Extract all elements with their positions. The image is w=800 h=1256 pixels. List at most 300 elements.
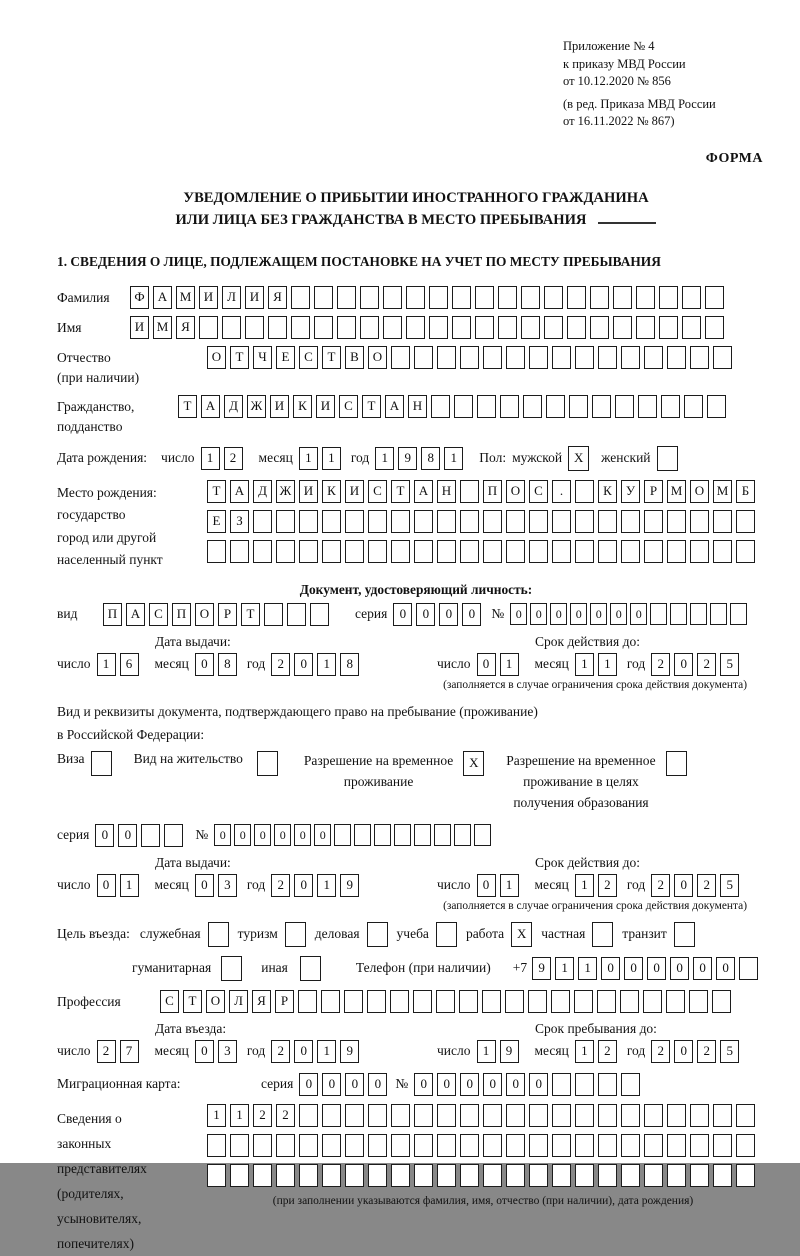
char-cell[interactable] (483, 510, 502, 533)
char-cell[interactable]: О (368, 346, 387, 369)
char-cell[interactable]: 0 (294, 653, 313, 676)
char-cell[interactable] (621, 540, 640, 563)
char-cell[interactable] (222, 316, 241, 339)
char-cell[interactable]: 2 (598, 1040, 617, 1063)
char-cell[interactable]: Т (362, 395, 381, 418)
char-cell[interactable] (345, 540, 364, 563)
char-cell[interactable] (650, 603, 667, 625)
char-cell[interactable]: 9 (340, 874, 359, 897)
char-cell[interactable]: 2 (598, 874, 617, 897)
char-cell[interactable] (391, 1134, 410, 1157)
temp-residence-checkbox[interactable]: X (463, 751, 484, 776)
char-cell[interactable]: 1 (444, 447, 463, 470)
char-cell[interactable] (276, 1134, 295, 1157)
char-cell[interactable] (529, 346, 548, 369)
char-cell[interactable]: 9 (340, 1040, 359, 1063)
char-cell[interactable] (391, 540, 410, 563)
char-cell[interactable]: У (621, 480, 640, 503)
char-cell[interactable]: 0 (294, 824, 311, 846)
char-cell[interactable]: 0 (590, 603, 607, 625)
char-cell[interactable] (337, 286, 356, 309)
char-cell[interactable] (345, 1104, 364, 1127)
char-cell[interactable]: Б (736, 480, 755, 503)
char-cell[interactable] (644, 346, 663, 369)
char-cell[interactable]: К (322, 480, 341, 503)
char-cell[interactable]: 0 (414, 1073, 433, 1096)
char-cell[interactable]: 2 (276, 1104, 295, 1127)
char-cell[interactable] (368, 1164, 387, 1187)
char-cell[interactable]: А (201, 395, 220, 418)
business-trip-checkbox[interactable] (208, 922, 229, 947)
business-checkbox[interactable] (367, 922, 388, 947)
char-cell[interactable]: 0 (716, 957, 735, 980)
char-cell[interactable]: 0 (437, 1073, 456, 1096)
char-cell[interactable] (505, 990, 524, 1013)
char-cell[interactable] (276, 1164, 295, 1187)
char-cell[interactable]: Я (268, 286, 287, 309)
char-cell[interactable]: 0 (234, 824, 251, 846)
char-cell[interactable]: 1 (299, 447, 318, 470)
char-cell[interactable] (460, 510, 479, 533)
char-cell[interactable]: 2 (224, 447, 243, 470)
char-cell[interactable]: 0 (97, 874, 116, 897)
male-checkbox[interactable]: X (568, 446, 589, 471)
char-cell[interactable]: А (153, 286, 172, 309)
char-cell[interactable]: А (414, 480, 433, 503)
char-cell[interactable]: Р (275, 990, 294, 1013)
char-cell[interactable]: 1 (317, 653, 336, 676)
char-cell[interactable]: 1 (322, 447, 341, 470)
char-cell[interactable]: 1 (375, 447, 394, 470)
char-cell[interactable] (575, 510, 594, 533)
char-cell[interactable] (414, 1134, 433, 1157)
char-cell[interactable]: 0 (416, 603, 435, 626)
char-cell[interactable]: 0 (462, 603, 481, 626)
char-cell[interactable] (523, 395, 542, 418)
char-cell[interactable]: 0 (693, 957, 712, 980)
char-cell[interactable] (368, 510, 387, 533)
char-cell[interactable]: 0 (195, 1040, 214, 1063)
char-cell[interactable] (529, 540, 548, 563)
char-cell[interactable] (322, 1104, 341, 1127)
char-cell[interactable] (529, 510, 548, 533)
char-cell[interactable] (552, 540, 571, 563)
char-cell[interactable]: 0 (195, 653, 214, 676)
char-cell[interactable] (431, 395, 450, 418)
char-cell[interactable] (621, 510, 640, 533)
char-cell[interactable] (334, 824, 351, 846)
char-cell[interactable] (436, 990, 455, 1013)
char-cell[interactable]: 2 (97, 1040, 116, 1063)
char-cell[interactable]: Т (391, 480, 410, 503)
char-cell[interactable]: 0 (670, 957, 689, 980)
char-cell[interactable] (434, 824, 451, 846)
char-cell[interactable]: М (176, 286, 195, 309)
char-cell[interactable]: 1 (500, 874, 519, 897)
char-cell[interactable]: В (345, 346, 364, 369)
char-cell[interactable]: 3 (218, 1040, 237, 1063)
char-cell[interactable]: 0 (299, 1073, 318, 1096)
study-checkbox[interactable] (436, 922, 457, 947)
char-cell[interactable] (621, 1164, 640, 1187)
char-cell[interactable] (344, 990, 363, 1013)
char-cell[interactable]: 1 (317, 874, 336, 897)
char-cell[interactable]: 0 (674, 653, 693, 676)
char-cell[interactable] (207, 1164, 226, 1187)
char-cell[interactable]: 2 (651, 653, 670, 676)
char-cell[interactable] (414, 510, 433, 533)
char-cell[interactable] (529, 1134, 548, 1157)
char-cell[interactable]: С (368, 480, 387, 503)
char-cell[interactable] (644, 510, 663, 533)
char-cell[interactable]: 0 (529, 1073, 548, 1096)
char-cell[interactable] (291, 286, 310, 309)
char-cell[interactable]: 0 (368, 1073, 387, 1096)
char-cell[interactable] (552, 510, 571, 533)
char-cell[interactable] (690, 540, 709, 563)
char-cell[interactable] (667, 1134, 686, 1157)
char-cell[interactable] (406, 316, 425, 339)
char-cell[interactable]: Р (644, 480, 663, 503)
char-cell[interactable] (276, 510, 295, 533)
char-cell[interactable] (636, 316, 655, 339)
char-cell[interactable]: 2 (271, 1040, 290, 1063)
char-cell[interactable]: 7 (120, 1040, 139, 1063)
char-cell[interactable]: С (339, 395, 358, 418)
char-cell[interactable]: Я (176, 316, 195, 339)
char-cell[interactable] (690, 1104, 709, 1127)
char-cell[interactable]: 0 (460, 1073, 479, 1096)
char-cell[interactable]: О (506, 480, 525, 503)
char-cell[interactable] (383, 286, 402, 309)
char-cell[interactable] (483, 1164, 502, 1187)
char-cell[interactable] (638, 395, 657, 418)
char-cell[interactable] (368, 1104, 387, 1127)
char-cell[interactable] (710, 603, 727, 625)
char-cell[interactable] (705, 286, 724, 309)
char-cell[interactable] (712, 990, 731, 1013)
char-cell[interactable]: 0 (570, 603, 587, 625)
char-cell[interactable]: О (206, 990, 225, 1013)
char-cell[interactable] (713, 540, 732, 563)
char-cell[interactable]: П (172, 603, 191, 626)
char-cell[interactable] (544, 316, 563, 339)
char-cell[interactable]: 1 (317, 1040, 336, 1063)
char-cell[interactable]: 2 (697, 1040, 716, 1063)
char-cell[interactable] (546, 395, 565, 418)
char-cell[interactable]: Ж (276, 480, 295, 503)
transit-checkbox[interactable] (674, 922, 695, 947)
char-cell[interactable] (575, 1134, 594, 1157)
char-cell[interactable] (690, 1164, 709, 1187)
char-cell[interactable] (460, 540, 479, 563)
tourism-checkbox[interactable] (285, 922, 306, 947)
char-cell[interactable] (736, 540, 755, 563)
char-cell[interactable]: 2 (271, 653, 290, 676)
char-cell[interactable] (253, 540, 272, 563)
char-cell[interactable]: И (245, 286, 264, 309)
char-cell[interactable]: С (160, 990, 179, 1013)
char-cell[interactable] (690, 510, 709, 533)
char-cell[interactable] (690, 346, 709, 369)
char-cell[interactable]: Е (207, 510, 226, 533)
char-cell[interactable]: 0 (214, 824, 231, 846)
char-cell[interactable]: С (529, 480, 548, 503)
char-cell[interactable]: 0 (477, 874, 496, 897)
work-checkbox[interactable]: X (511, 922, 532, 947)
char-cell[interactable]: К (598, 480, 617, 503)
char-cell[interactable] (529, 1104, 548, 1127)
private-checkbox[interactable] (592, 922, 613, 947)
char-cell[interactable] (477, 395, 496, 418)
char-cell[interactable] (437, 540, 456, 563)
char-cell[interactable]: 1 (230, 1104, 249, 1127)
char-cell[interactable] (682, 316, 701, 339)
char-cell[interactable] (736, 1134, 755, 1157)
char-cell[interactable] (644, 1134, 663, 1157)
char-cell[interactable] (483, 540, 502, 563)
char-cell[interactable] (452, 286, 471, 309)
char-cell[interactable] (314, 286, 333, 309)
char-cell[interactable] (391, 1104, 410, 1127)
char-cell[interactable] (276, 540, 295, 563)
char-cell[interactable] (391, 1164, 410, 1187)
char-cell[interactable] (506, 540, 525, 563)
char-cell[interactable]: И (299, 480, 318, 503)
char-cell[interactable] (592, 395, 611, 418)
char-cell[interactable] (460, 346, 479, 369)
char-cell[interactable]: З (230, 510, 249, 533)
char-cell[interactable]: 1 (201, 447, 220, 470)
char-cell[interactable] (736, 510, 755, 533)
char-cell[interactable] (567, 316, 586, 339)
char-cell[interactable]: О (207, 346, 226, 369)
char-cell[interactable] (500, 395, 519, 418)
char-cell[interactable]: И (130, 316, 149, 339)
char-cell[interactable] (552, 1134, 571, 1157)
char-cell[interactable] (713, 346, 732, 369)
char-cell[interactable] (459, 990, 478, 1013)
char-cell[interactable]: К (293, 395, 312, 418)
char-cell[interactable] (429, 286, 448, 309)
char-cell[interactable]: М (713, 480, 732, 503)
char-cell[interactable] (659, 286, 678, 309)
char-cell[interactable] (667, 510, 686, 533)
char-cell[interactable]: Н (437, 480, 456, 503)
char-cell[interactable] (552, 1104, 571, 1127)
char-cell[interactable]: 0 (630, 603, 647, 625)
char-cell[interactable] (590, 316, 609, 339)
char-cell[interactable] (460, 1104, 479, 1127)
char-cell[interactable]: И (316, 395, 335, 418)
char-cell[interactable]: 0 (647, 957, 666, 980)
char-cell[interactable] (483, 1104, 502, 1127)
char-cell[interactable] (575, 1073, 594, 1096)
char-cell[interactable] (613, 286, 632, 309)
char-cell[interactable] (621, 1134, 640, 1157)
char-cell[interactable]: 0 (195, 874, 214, 897)
char-cell[interactable] (667, 540, 686, 563)
char-cell[interactable] (598, 1073, 617, 1096)
char-cell[interactable]: 8 (218, 653, 237, 676)
char-cell[interactable] (644, 540, 663, 563)
char-cell[interactable]: 0 (274, 824, 291, 846)
char-cell[interactable]: 1 (578, 957, 597, 980)
char-cell[interactable]: 9 (500, 1040, 519, 1063)
char-cell[interactable] (598, 510, 617, 533)
visa-checkbox[interactable] (91, 751, 112, 776)
char-cell[interactable] (298, 990, 317, 1013)
char-cell[interactable] (414, 346, 433, 369)
char-cell[interactable]: 5 (720, 653, 739, 676)
char-cell[interactable] (414, 1104, 433, 1127)
char-cell[interactable]: Ф (130, 286, 149, 309)
char-cell[interactable] (707, 395, 726, 418)
temp-residence-edu-checkbox[interactable] (666, 751, 687, 776)
char-cell[interactable] (598, 1164, 617, 1187)
char-cell[interactable] (406, 286, 425, 309)
char-cell[interactable]: 2 (271, 874, 290, 897)
char-cell[interactable] (598, 1134, 617, 1157)
char-cell[interactable] (322, 1134, 341, 1157)
char-cell[interactable] (414, 1164, 433, 1187)
char-cell[interactable] (322, 510, 341, 533)
char-cell[interactable]: 5 (720, 1040, 739, 1063)
char-cell[interactable] (253, 510, 272, 533)
char-cell[interactable] (207, 1134, 226, 1157)
char-cell[interactable]: Я (252, 990, 271, 1013)
char-cell[interactable] (367, 990, 386, 1013)
char-cell[interactable] (713, 1104, 732, 1127)
char-cell[interactable] (253, 1134, 272, 1157)
char-cell[interactable] (230, 540, 249, 563)
char-cell[interactable] (207, 540, 226, 563)
char-cell[interactable]: 0 (624, 957, 643, 980)
char-cell[interactable]: 1 (477, 1040, 496, 1063)
char-cell[interactable] (299, 1134, 318, 1157)
char-cell[interactable] (506, 346, 525, 369)
char-cell[interactable] (574, 990, 593, 1013)
char-cell[interactable] (575, 346, 594, 369)
char-cell[interactable]: 2 (651, 874, 670, 897)
char-cell[interactable] (299, 1104, 318, 1127)
char-cell[interactable]: П (483, 480, 502, 503)
char-cell[interactable] (322, 1164, 341, 1187)
char-cell[interactable] (598, 1104, 617, 1127)
char-cell[interactable] (713, 1134, 732, 1157)
char-cell[interactable]: 0 (294, 874, 313, 897)
char-cell[interactable] (437, 1164, 456, 1187)
char-cell[interactable] (321, 990, 340, 1013)
char-cell[interactable]: 1 (575, 1040, 594, 1063)
char-cell[interactable] (452, 316, 471, 339)
char-cell[interactable]: 0 (506, 1073, 525, 1096)
char-cell[interactable] (413, 990, 432, 1013)
char-cell[interactable] (521, 316, 540, 339)
char-cell[interactable] (552, 1073, 571, 1096)
char-cell[interactable]: 2 (651, 1040, 670, 1063)
char-cell[interactable] (713, 510, 732, 533)
char-cell[interactable] (482, 990, 501, 1013)
char-cell[interactable] (437, 510, 456, 533)
char-cell[interactable] (287, 603, 306, 626)
char-cell[interactable] (552, 346, 571, 369)
char-cell[interactable] (644, 1164, 663, 1187)
char-cell[interactable]: 8 (340, 653, 359, 676)
char-cell[interactable]: 0 (439, 603, 458, 626)
char-cell[interactable]: Д (253, 480, 272, 503)
char-cell[interactable] (506, 1104, 525, 1127)
char-cell[interactable] (199, 316, 218, 339)
char-cell[interactable]: Т (207, 480, 226, 503)
char-cell[interactable] (659, 316, 678, 339)
char-cell[interactable] (345, 1164, 364, 1187)
char-cell[interactable]: Т (230, 346, 249, 369)
char-cell[interactable] (506, 1134, 525, 1157)
humanitarian-checkbox[interactable] (221, 956, 242, 981)
char-cell[interactable]: 6 (120, 653, 139, 676)
char-cell[interactable]: 2 (697, 653, 716, 676)
char-cell[interactable]: 2 (253, 1104, 272, 1127)
char-cell[interactable]: 0 (345, 1073, 364, 1096)
char-cell[interactable] (390, 990, 409, 1013)
char-cell[interactable]: Т (241, 603, 260, 626)
char-cell[interactable] (264, 603, 283, 626)
char-cell[interactable] (667, 346, 686, 369)
char-cell[interactable]: 1 (97, 653, 116, 676)
char-cell[interactable] (682, 286, 701, 309)
char-cell[interactable] (454, 395, 473, 418)
char-cell[interactable] (575, 540, 594, 563)
char-cell[interactable]: О (195, 603, 214, 626)
char-cell[interactable] (621, 1073, 640, 1096)
char-cell[interactable] (314, 316, 333, 339)
char-cell[interactable] (713, 1164, 732, 1187)
char-cell[interactable] (253, 1164, 272, 1187)
char-cell[interactable]: А (230, 480, 249, 503)
char-cell[interactable] (644, 1104, 663, 1127)
char-cell[interactable] (141, 824, 160, 847)
char-cell[interactable]: 9 (398, 447, 417, 470)
char-cell[interactable]: П (103, 603, 122, 626)
char-cell[interactable] (475, 316, 494, 339)
char-cell[interactable]: 9 (532, 957, 551, 980)
char-cell[interactable]: А (385, 395, 404, 418)
char-cell[interactable] (299, 1164, 318, 1187)
char-cell[interactable] (730, 603, 747, 625)
char-cell[interactable] (164, 824, 183, 847)
char-cell[interactable]: 1 (120, 874, 139, 897)
char-cell[interactable] (230, 1134, 249, 1157)
char-cell[interactable] (374, 824, 391, 846)
char-cell[interactable] (621, 1104, 640, 1127)
char-cell[interactable]: И (345, 480, 364, 503)
char-cell[interactable]: Д (224, 395, 243, 418)
char-cell[interactable] (521, 286, 540, 309)
char-cell[interactable]: 8 (421, 447, 440, 470)
char-cell[interactable] (569, 395, 588, 418)
char-cell[interactable] (690, 1134, 709, 1157)
char-cell[interactable] (454, 824, 471, 846)
char-cell[interactable] (391, 510, 410, 533)
char-cell[interactable]: 5 (720, 874, 739, 897)
char-cell[interactable]: 0 (483, 1073, 502, 1096)
char-cell[interactable] (394, 824, 411, 846)
char-cell[interactable]: 1 (555, 957, 574, 980)
char-cell[interactable]: О (690, 480, 709, 503)
char-cell[interactable] (620, 990, 639, 1013)
residence-permit-checkbox[interactable] (257, 751, 278, 776)
